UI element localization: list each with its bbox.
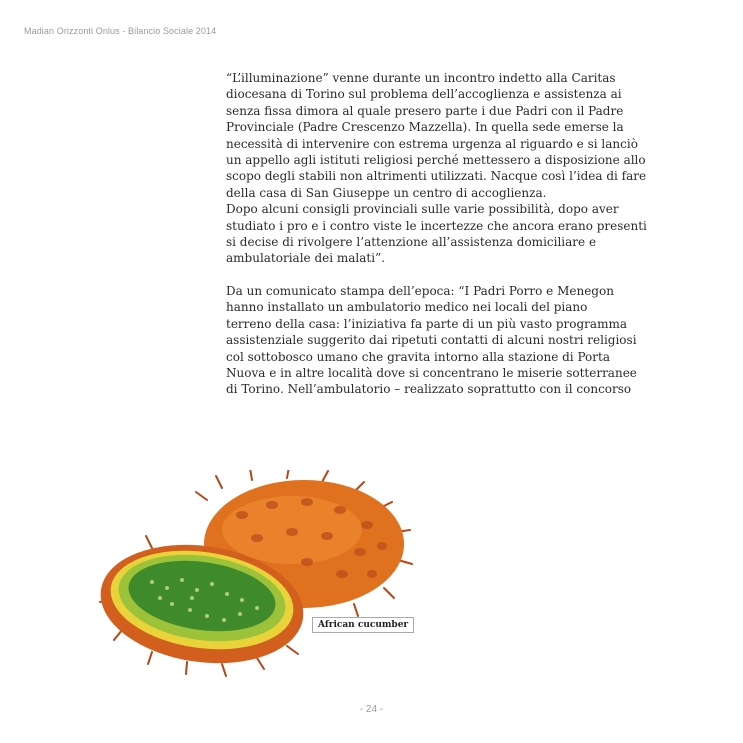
african-cucumber-illustration — [92, 470, 422, 680]
paragraph-2: Da un comunicato stampa dell’epoca: “I Padri Porro e Menegon hanno installato un ambulatorio medico nei locali del piano terreno della casa: l’iniziativa fa parte di un più vasto programma assistenziale suggerito dai ripetuti contatti di alcuni nostri religiosi col sottobosco umano che gravita intorno alla stazione di Porta Nuova e in altre località dove si concentrano le miserie sotterranee di Torino. Nell’ambulatorio – realizzato soprattutto con il concorso — [226, 283, 637, 397]
page-number: - 24 - — [359, 704, 384, 715]
illustration-caption: African cucumber — [312, 617, 414, 633]
body-text — [226, 70, 686, 398]
running-header: Madian Orizzonti Onlus - Bilancio Sociale 2014 — [24, 26, 217, 36]
paragraph-1: “L’illuminazione” venne durante un incontro indetto alla Caritas diocesana di Torino sul problema dell’accoglienza e assistenza ai senza fissa dimora al quale presero parte i due Padri con il Padre Provinciale (Padre Crescenzo Mazzella). In quella sede emerse la necessità di intervenire con estrema urgenza al riguardo e si lanciò un appello agli istituti religiosi perché mettessero a disposizione allo scopo degli stabili non altrimenti utilizzati. Nacque così l’idea di fare della casa di San Giuseppe un centro di accoglienza. Dopo alcuni consigli provinciali sulle varie possibilità, dopo aver studiato i pro e i contro viste le incertezze che ancora erano presenti si decise di rivolgere l’attenzione all’assistenza domiciliare e ambulatoriale dei malati”. — [226, 71, 647, 266]
